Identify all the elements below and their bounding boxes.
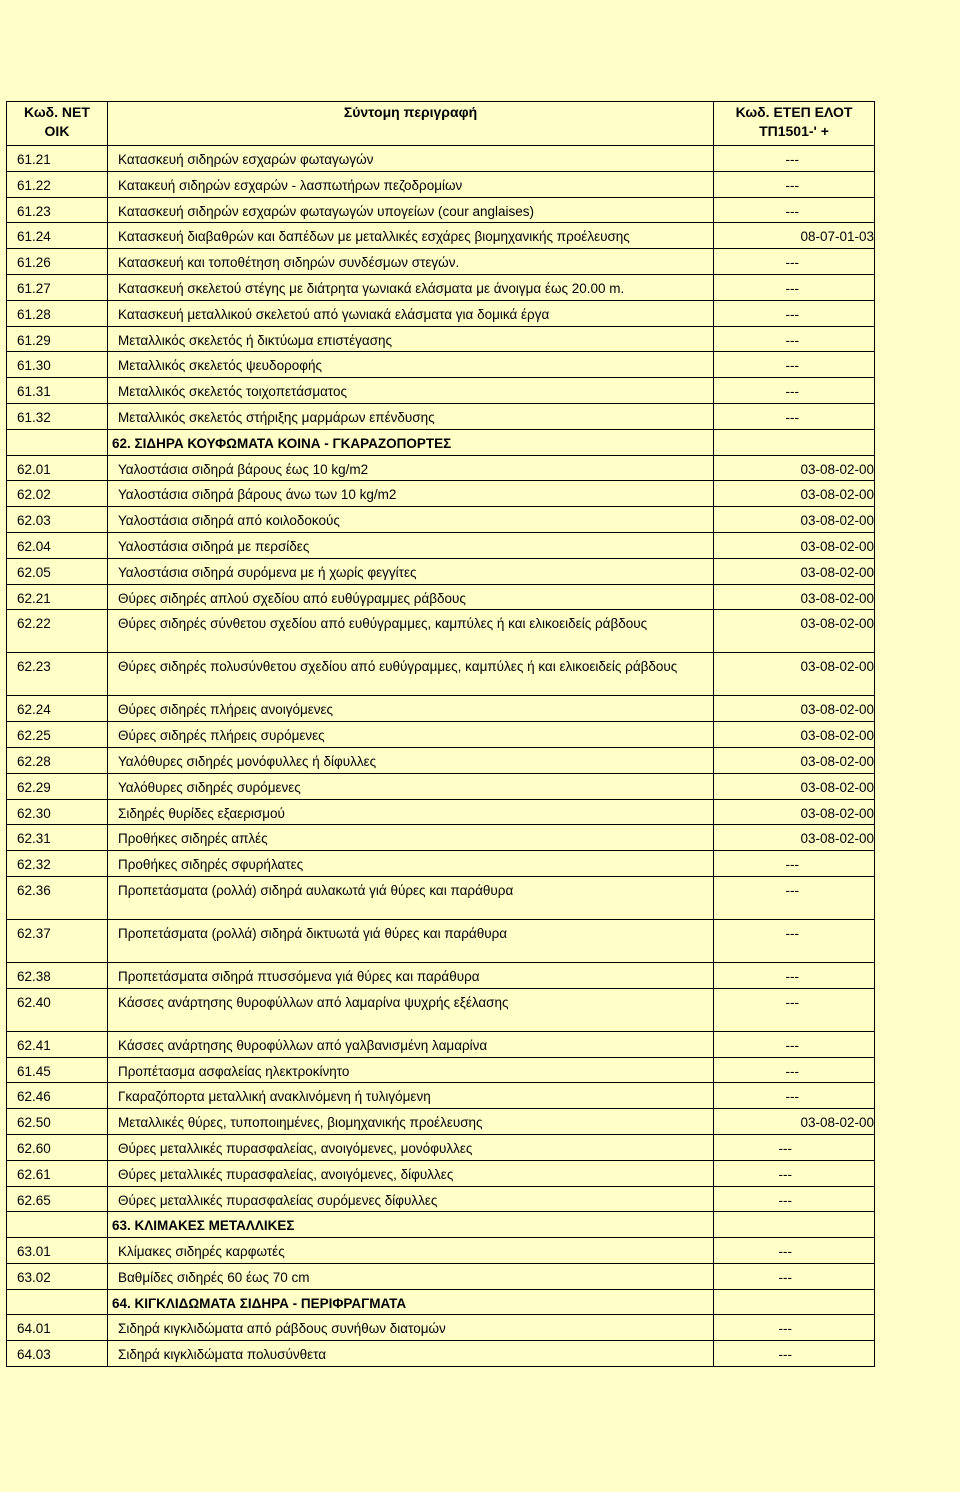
item-etep-code: --- (714, 1031, 875, 1057)
item-code: 62.31 (7, 825, 108, 851)
table-row (7, 481, 875, 507)
item-description: Κατασκευή σιδηρών εσχαρών φωταγωγών υπογείων (cour anglaises) (108, 197, 714, 223)
item-etep-code: 03-08-02-00 (714, 722, 875, 748)
item-etep-code: 03-08-02-00 (714, 653, 875, 696)
item-description: Βαθμίδες σιδηρές 60 έως 70 cm (108, 1263, 714, 1289)
table-row (7, 352, 875, 378)
item-description: Κατασκευή σιδηρών εσχαρών φωταγωγών (108, 146, 714, 172)
table-row (7, 773, 875, 799)
section-title: 62. ΣΙΔΗΡΑ ΚΟΥΦΩΜΑΤΑ ΚΟΙΝΑ - ΓΚΑΡΑΖΟΠΟΡΤΕΣ (108, 429, 714, 455)
item-code: 61.31 (7, 378, 108, 404)
table-row (7, 1134, 875, 1160)
section-heading-row (7, 1212, 875, 1238)
item-code: 61.22 (7, 171, 108, 197)
item-description: Μεταλλικός σκελετός τοιχοπετάσματος (108, 378, 714, 404)
item-description: Κατασκευή σκελετού στέγης με διάτρητα γωνιακά ελάσματα με άνοιγμα έως 20.00 m. (108, 274, 714, 300)
item-description: Θύρες σιδηρές πλήρεις συρόμενες (108, 722, 714, 748)
item-code: 62.23 (7, 653, 108, 696)
table-row (7, 1186, 875, 1212)
item-code: 61.27 (7, 274, 108, 300)
item-code: 62.25 (7, 722, 108, 748)
item-code: 62.40 (7, 988, 108, 1031)
table-row (7, 747, 875, 773)
table-row (7, 799, 875, 825)
item-description: Προθήκες σιδηρές απλές (108, 825, 714, 851)
item-code: 62.05 (7, 558, 108, 584)
item-description: Υαλοστάσια σιδηρά συρόμενα με ή χωρίς φεγγίτες (108, 558, 714, 584)
table-row (7, 584, 875, 610)
section-code-cell (7, 429, 108, 455)
table-row (7, 988, 875, 1031)
item-etep-code: --- (714, 300, 875, 326)
item-description: Υαλοστάσια σιδηρά βάρους έως 10 kg/m2 (108, 455, 714, 481)
item-code: 62.60 (7, 1134, 108, 1160)
item-code: 62.38 (7, 962, 108, 988)
item-etep-code: 03-08-02-00 (714, 507, 875, 533)
item-etep-code: --- (714, 1341, 875, 1367)
item-description: Υαλοστάσια σιδηρά από κοιλοδοκούς (108, 507, 714, 533)
item-code: 61.30 (7, 352, 108, 378)
item-etep-code: --- (714, 352, 875, 378)
section-title: 63. ΚΛΙΜΑΚΕΣ ΜΕΤΑΛΛΙΚΕΣ (108, 1212, 714, 1238)
item-code: 62.65 (7, 1186, 108, 1212)
item-description: Θύρες μεταλλικές πυρασφαλείας συρόμενες δίφυλλες (108, 1186, 714, 1212)
item-code: 62.01 (7, 455, 108, 481)
item-etep-code: 03-08-02-00 (714, 558, 875, 584)
table-row (7, 1315, 875, 1341)
item-etep-code: --- (714, 274, 875, 300)
item-code: 64.01 (7, 1315, 108, 1341)
item-code: 64.03 (7, 1341, 108, 1367)
item-description: Σιδηρές θυρίδες εξαερισμού (108, 799, 714, 825)
item-etep-code: --- (714, 249, 875, 275)
table-row (7, 919, 875, 962)
item-code: 61.29 (7, 326, 108, 352)
item-code: 61.45 (7, 1057, 108, 1083)
item-etep-code: --- (714, 962, 875, 988)
item-etep-code: 03-08-02-00 (714, 610, 875, 653)
table-row (7, 1083, 875, 1109)
item-description: Θύρες σιδηρές πολυσύνθετου σχεδίου από ευθύγραμμες, καμπύλες ή και ελικοειδείς ράβδους (108, 653, 714, 696)
item-description: Υαλοστάσια σιδηρά βάρους άνω των 10 kg/m2 (108, 481, 714, 507)
item-description: Κατασκευή διαβαθρών και δαπέδων με μεταλλικές εσχάρες βιομηχανικής προέλευσης (108, 223, 714, 249)
item-etep-code: 03-08-02-00 (714, 825, 875, 851)
table-row (7, 455, 875, 481)
item-description: Μεταλλικός σκελετός ή δικτύωμα επιστέγασης (108, 326, 714, 352)
section-ref-cell (714, 429, 875, 455)
item-description: Θύρες σιδηρές πλήρεις ανοιγόμενες (108, 696, 714, 722)
item-description: Θύρες μεταλλικές πυρασφαλείας, ανοιγόμενες, δίφυλλες (108, 1160, 714, 1186)
item-etep-code: --- (714, 1186, 875, 1212)
item-etep-code: 03-08-02-00 (714, 1109, 875, 1135)
table-row (7, 249, 875, 275)
item-description: Θύρες σιδηρές απλού σχεδίου από ευθύγραμμες ράβδους (108, 584, 714, 610)
section-ref-cell (714, 1289, 875, 1315)
item-description: Μεταλλικός σκελετός ψευδοροφής (108, 352, 714, 378)
item-description: Μεταλλικές θύρες, τυποποιημένες, βιομηχανικής προέλευσης (108, 1109, 714, 1135)
table-row (7, 507, 875, 533)
item-description: Θύρες μεταλλικές πυρασφαλείας, ανοιγόμενες, μονόφυλλες (108, 1134, 714, 1160)
item-description: Θύρες σιδηρές σύνθετου σχεδίου από ευθύγραμμες, καμπύλες ή και ελικοειδείς ράβδους (108, 610, 714, 653)
item-etep-code: --- (714, 1160, 875, 1186)
item-etep-code: 03-08-02-00 (714, 696, 875, 722)
item-description: Προπετάσματα (ρολλά) σιδηρά δικτυωτά γιά θύρες και παράθυρα (108, 919, 714, 962)
item-etep-code: --- (714, 1057, 875, 1083)
item-etep-code: --- (714, 1238, 875, 1264)
item-etep-code: --- (714, 171, 875, 197)
item-etep-code: --- (714, 988, 875, 1031)
header-code: Κωδ. ΝΕΤ ΟΙΚ (7, 102, 108, 146)
item-code: 62.41 (7, 1031, 108, 1057)
item-code: 62.02 (7, 481, 108, 507)
item-code: 62.36 (7, 876, 108, 919)
item-code: 62.03 (7, 507, 108, 533)
table-row (7, 403, 875, 429)
item-code: 62.29 (7, 773, 108, 799)
table-row (7, 1031, 875, 1057)
table-row (7, 1109, 875, 1135)
item-code: 62.22 (7, 610, 108, 653)
item-code: 63.01 (7, 1238, 108, 1264)
section-heading-row (7, 429, 875, 455)
table-row (7, 274, 875, 300)
item-description: Κάσσες ανάρτησης θυροφύλλων από γαλβανισμένη λαμαρίνα (108, 1031, 714, 1057)
table-row (7, 532, 875, 558)
item-description: Κατακευή σιδηρών εσχαρών - λασπωτήρων πεζοδρομίων (108, 171, 714, 197)
header-ref: Κωδ. ΕΤΕΠ ΕΛΟΤ ΤΠ1501-' + (714, 102, 875, 146)
item-description: Σιδηρά κιγκλιδώματα από ράβδους συνήθων διατομών (108, 1315, 714, 1341)
item-code: 63.02 (7, 1263, 108, 1289)
item-etep-code: --- (714, 146, 875, 172)
item-description: Κατασκευή μεταλλικού σκελετού από γωνιακά ελάσματα για δομικά έργα (108, 300, 714, 326)
table-row (7, 171, 875, 197)
item-code: 62.28 (7, 747, 108, 773)
item-code: 62.24 (7, 696, 108, 722)
table-row (7, 558, 875, 584)
header-description: Σύντομη περιγραφή (108, 102, 714, 146)
item-description: Μεταλλικός σκελετός στήριξης μαρμάρων επένδυσης (108, 403, 714, 429)
item-etep-code: --- (714, 197, 875, 223)
item-etep-code: 03-08-02-00 (714, 773, 875, 799)
item-etep-code: 03-08-02-00 (714, 799, 875, 825)
item-code: 62.37 (7, 919, 108, 962)
item-description: Υαλοστάσια σιδηρά με περσίδες (108, 532, 714, 558)
table-row (7, 326, 875, 352)
section-ref-cell (714, 1212, 875, 1238)
item-etep-code: --- (714, 1263, 875, 1289)
item-code: 62.30 (7, 799, 108, 825)
item-description: Προπετάσματα (ρολλά) σιδηρά αυλακωτά γιά θύρες και παράθυρα (108, 876, 714, 919)
item-description: Προπετάσματα σιδηρά πτυσσόμενα γιά θύρες και παράθυρα (108, 962, 714, 988)
item-description: Υαλόθυρες σιδηρές συρόμενες (108, 773, 714, 799)
table-row (7, 1341, 875, 1367)
item-etep-code: 08-07-01-03 (714, 223, 875, 249)
item-code: 61.24 (7, 223, 108, 249)
table-row (7, 1057, 875, 1083)
item-code: 62.32 (7, 851, 108, 877)
item-code: 62.04 (7, 532, 108, 558)
section-code-cell (7, 1212, 108, 1238)
item-description: Προπέτασμα ασφαλείας ηλεκτροκίνητο (108, 1057, 714, 1083)
table-row (7, 851, 875, 877)
table-row (7, 653, 875, 696)
specification-table (6, 101, 875, 1367)
item-code: 61.28 (7, 300, 108, 326)
item-etep-code: 03-08-02-00 (714, 481, 875, 507)
table-header-row (7, 102, 875, 146)
item-code: 62.61 (7, 1160, 108, 1186)
item-etep-code: 03-08-02-00 (714, 455, 875, 481)
section-title: 64. ΚΙΓΚΛΙΔΩΜΑΤΑ ΣΙΔΗΡΑ - ΠΕΡΙΦΡΑΓΜΑΤΑ (108, 1289, 714, 1315)
item-code: 62.21 (7, 584, 108, 610)
item-etep-code: --- (714, 403, 875, 429)
table-row (7, 1238, 875, 1264)
table-body (7, 146, 875, 1367)
item-etep-code: --- (714, 378, 875, 404)
item-etep-code: --- (714, 1083, 875, 1109)
item-etep-code: --- (714, 1134, 875, 1160)
table-row (7, 378, 875, 404)
table-row (7, 197, 875, 223)
item-code: 62.50 (7, 1109, 108, 1135)
table-row (7, 1160, 875, 1186)
item-code: 61.32 (7, 403, 108, 429)
item-code: 62.46 (7, 1083, 108, 1109)
table-row (7, 696, 875, 722)
item-code: 61.26 (7, 249, 108, 275)
section-heading-row (7, 1289, 875, 1315)
table-row (7, 1263, 875, 1289)
item-etep-code: --- (714, 876, 875, 919)
table-row (7, 610, 875, 653)
item-etep-code: 03-08-02-00 (714, 747, 875, 773)
item-description: Προθήκες σιδηρές σφυρήλατες (108, 851, 714, 877)
item-etep-code: --- (714, 326, 875, 352)
item-description: Γκαραζόπορτα μεταλλική ανακλινόμενη ή τυλιγόμενη (108, 1083, 714, 1109)
item-description: Κάσσες ανάρτησης θυροφύλλων από λαμαρίνα ψυχρής εξέλασης (108, 988, 714, 1031)
item-etep-code: 03-08-02-00 (714, 584, 875, 610)
table-row (7, 825, 875, 851)
item-etep-code: --- (714, 919, 875, 962)
table-row (7, 146, 875, 172)
table-row (7, 962, 875, 988)
table-row (7, 876, 875, 919)
table-row (7, 300, 875, 326)
table-row (7, 722, 875, 748)
section-code-cell (7, 1289, 108, 1315)
item-etep-code: --- (714, 851, 875, 877)
item-code: 61.21 (7, 146, 108, 172)
item-etep-code: --- (714, 1315, 875, 1341)
item-description: Υαλόθυρες σιδηρές μονόφυλλες ή δίφυλλες (108, 747, 714, 773)
item-description: Σιδηρά κιγκλιδώματα πολυσύνθετα (108, 1341, 714, 1367)
item-description: Κλίμακες σιδηρές καρφωτές (108, 1238, 714, 1264)
item-etep-code: 03-08-02-00 (714, 532, 875, 558)
item-code: 61.23 (7, 197, 108, 223)
table-row (7, 223, 875, 249)
item-description: Κατασκευή και τοποθέτηση σιδηρών συνδέσμων στεγών. (108, 249, 714, 275)
